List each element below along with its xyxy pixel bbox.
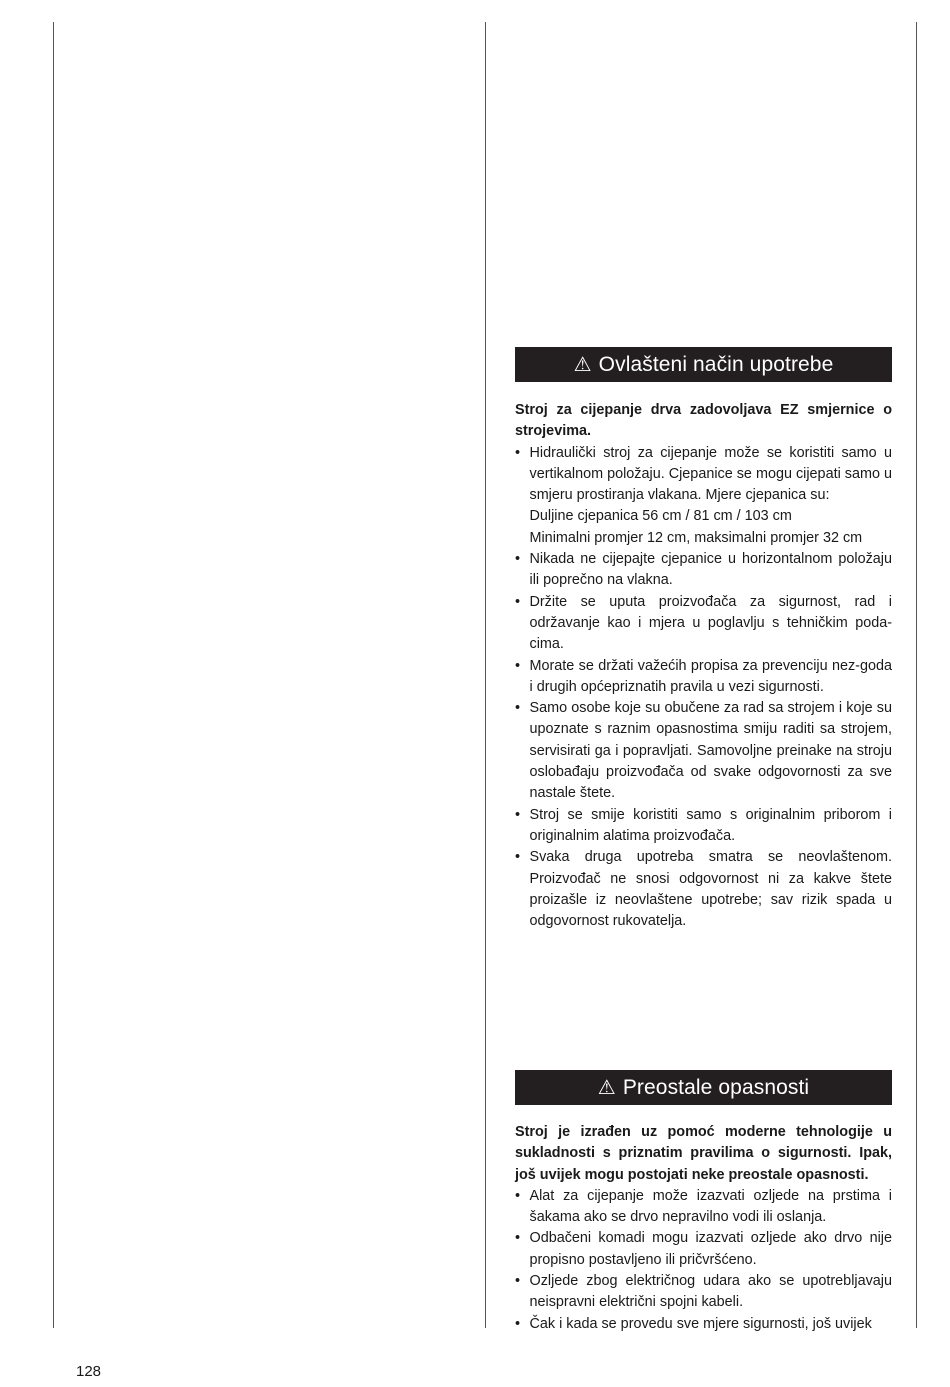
bullet: • — [515, 444, 521, 461]
list-item — [515, 1271, 892, 1314]
warning-triangle-icon: ⚠ — [597, 1076, 616, 1099]
list-item-text: Samo osobe koje su obučene za rad sa strojem i koje su upoznate s raznim opasnostima smiju raditi sa strojem, servisirati ga i popravljati. Samovoljne preinake na stroju oslobađaju proizvođača od svake odgovornosti za sve nastale štete. — [529, 700, 892, 802]
bullet: • — [515, 1273, 521, 1290]
section-list — [515, 1186, 892, 1335]
left-column-rule — [53, 22, 54, 1328]
list-item — [515, 1314, 892, 1335]
section-authorized-use — [515, 347, 892, 932]
list-item — [515, 847, 892, 932]
bullet: • — [515, 657, 521, 674]
list-item — [515, 656, 892, 699]
section-intro: Stroj za cijepanje drva zadovoljava EZ smjernice o strojevima. — [515, 402, 892, 440]
bullet: • — [515, 593, 521, 610]
section-list — [515, 443, 892, 933]
list-item-text: Svaka druga upotreba smatra se neovlaštenom. Proizvođač ne snosi odgovornost ni za kakve štete proizašle iz neovlaštene upotrebe; sav rizik spada u odgovornost rukovatelja. — [529, 849, 892, 930]
bullet: • — [515, 700, 521, 717]
section-title: Preostale opasnosti — [622, 1075, 810, 1099]
section-title: Ovlašteni način upotrebe — [598, 352, 834, 376]
list-item-text: Morate se držati važećih propisa za prevenciju nez-goda i drugih općepriznatih pravila u vezi sigurnosti. — [529, 657, 892, 695]
list-item-subline: Minimalni promjer 12 cm, maksimalni promjer 32 cm — [529, 529, 863, 546]
bullet: • — [515, 1230, 521, 1247]
list-item-text: Ozljede zbog električnog udara ako se upotrebljavaju neispravni električni spojni kabeli. — [529, 1273, 892, 1311]
list-item-text: Hidraulički stroj za cijepanje može se koristiti samo u vertikalnom položaju. Cjepanice se mogu cijepati samo u smjeru prostiranja vlakana. Mjere cjepanica su: — [529, 444, 892, 504]
section-heading-bar — [515, 1070, 892, 1105]
list-item-subline: Duljine cjepanica 56 cm / 81 cm / 103 cm — [529, 508, 792, 525]
warning-triangle-icon: ⚠ — [573, 353, 592, 376]
list-item — [515, 805, 892, 848]
list-item — [515, 592, 892, 656]
list-item-text: Nikada ne cijepajte cjepanice u horizontalnom položaju ili poprečno na vlakna. — [529, 551, 892, 589]
list-item-text: Odbačeni komadi mogu izazvati ozljede ako drvo nije propisno postavljeno ili pričvršćeno. — [529, 1230, 892, 1268]
list-item — [515, 443, 892, 549]
bullet: • — [515, 1187, 521, 1204]
bullet: • — [515, 551, 521, 568]
bullet: • — [515, 1315, 521, 1332]
list-item — [515, 698, 892, 804]
list-item-text: Čak i kada se provedu sve mjere sigurnosti, još uvijek — [529, 1315, 872, 1332]
section-intro: Stroj je izrađen uz pomoć moderne tehnologije u sukladnosti s priznatim pravilima o sigurnosti. Ipak, još uvijek mogu postojati neke preostale opasnosti. — [515, 1124, 892, 1183]
list-item — [515, 1186, 892, 1229]
center-column-rule — [485, 22, 486, 1328]
page-number: 128 — [76, 1363, 102, 1380]
section-residual-risks — [515, 1070, 892, 1335]
bullet: • — [515, 806, 521, 823]
section-heading-bar — [515, 347, 892, 382]
list-item-text: Držite se uputa proizvođača za sigurnost, rad i održavanje kao i mjera u poglavlju s tehničkim poda-cima. — [529, 593, 892, 653]
list-item — [515, 549, 892, 592]
right-column-rule — [916, 22, 917, 1328]
list-item-text: Alat za cijepanje može izazvati ozljede na prstima i šakama ako se drvo nepravilno vodi ili oslanja. — [529, 1187, 892, 1226]
bullet: • — [515, 849, 521, 866]
list-item — [515, 1228, 892, 1271]
list-item-text: Stroj se smije koristiti samo s originalnim priborom i originalnim alatima proizvođača. — [529, 806, 892, 844]
